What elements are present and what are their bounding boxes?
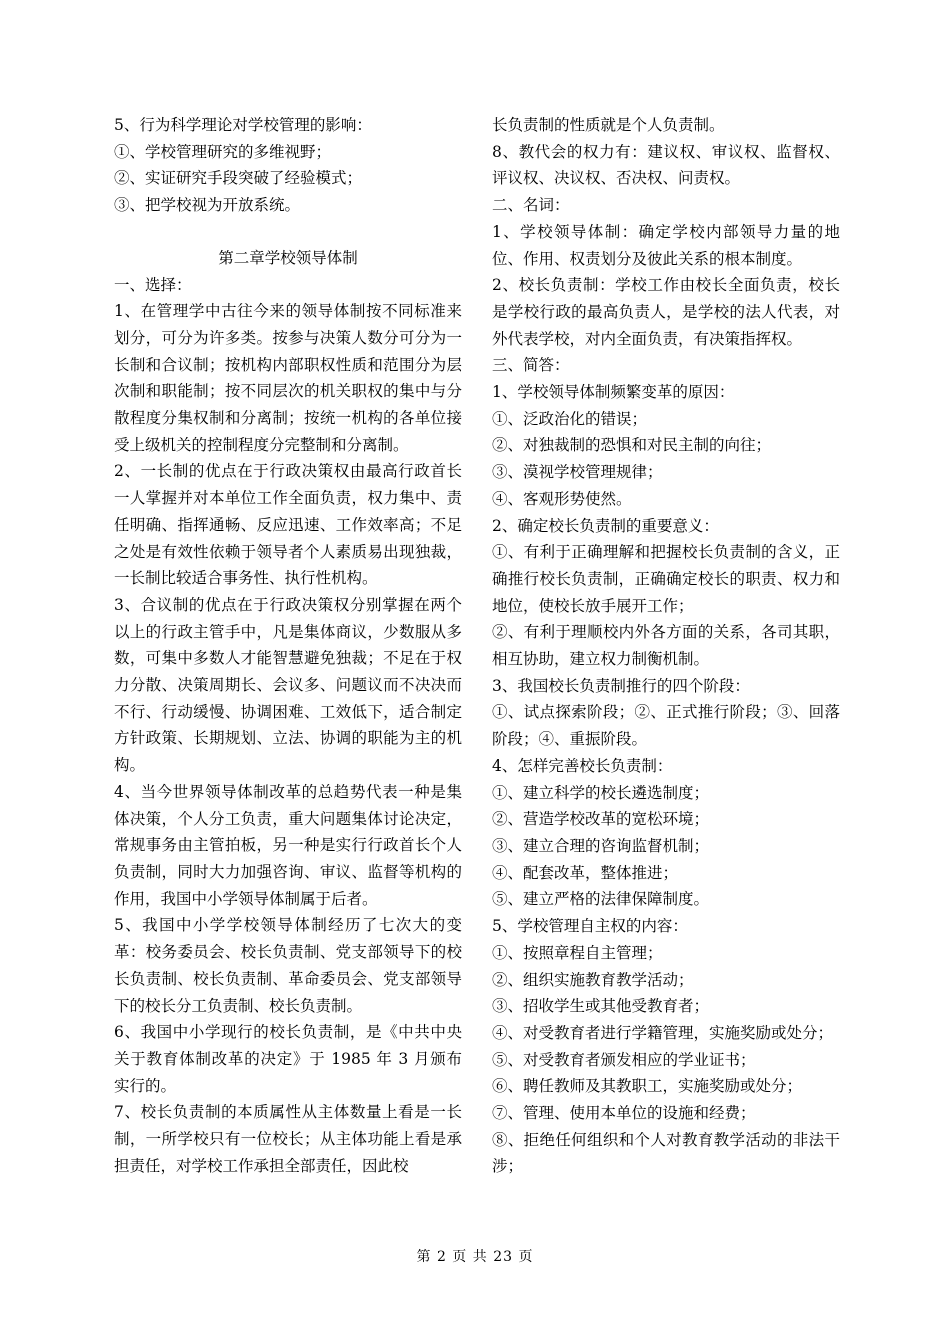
section-heading: 一、选择： — [114, 275, 192, 294]
paragraph: 4、怎样完善校长负责制： — [492, 756, 673, 775]
list-item: ⑤、建立严格的法律保障制度。 — [492, 890, 710, 909]
paragraph: 2、一长制的优点在于行政决策权由最高行政首长一人掌握并对本单位工作全面负责，权力集中、责任明确、指挥通畅、反应迅速、工作效率高；不足之处是有效性依赖于领导者个人素质易出现独裁，一长制比较适合事务性、执行性机构。 — [114, 462, 462, 588]
list-item: ④、配套改革，整体推进； — [492, 863, 679, 882]
paragraph: 2、校长负责制：学校工作由校长全面负责，校长是学校行政的最高负责人，是学校的法人代表，对外代表学校，对内全面负责，有决策指挥权。 — [492, 276, 840, 348]
paragraph: ①、学校管理研究的多维视野； — [114, 142, 332, 161]
list-item: ①、泛政治化的错误； — [492, 409, 648, 428]
list-item: ④、客观形势使然。 — [492, 489, 632, 508]
list-item: ⑤、对受教育者颁发相应的学业证书； — [492, 1050, 756, 1069]
paragraph: 5、行为科学理论对学校管理的影响： — [114, 116, 372, 134]
list-item: ④、对受教育者进行学籍管理，实施奖励或处分； — [492, 1023, 834, 1042]
paragraph: 6、我国中小学现行的校长负责制，是《中共中央关于教育体制改革的决定》于 1985 年 3 月颁布实行的。 — [114, 1023, 462, 1095]
list-item: ⑧、拒绝任何组织和个人对教育教学活动的非法干涉； — [492, 1130, 840, 1176]
paragraph: 5、我国中小学学校领导体制经历了七次大的变革：校务委员会、校长负责制、党支部领导下的校长负责制、校长负责制、革命委员会、党支部领导下的校长分工负责制、校长负责制。 — [114, 916, 462, 1015]
paragraph: 2、确定校长负责制的重要意义： — [492, 516, 719, 535]
paragraph: 1、学校领导体制频繁变革的原因： — [492, 383, 735, 402]
paragraph: 1、在管理学中古往今来的领导体制按不同标准来划分，可分为许多类。按参与决策人数分可分为一长制和合议制；按机构内部职权性质和范围分为层次制和职能制；按不同层次的机关职权的集中与分散程度分集权制和分离制；按统一机构的各单位接受上级机关的控制程度分完整制和分离制。 — [114, 302, 462, 454]
list-item: ②、对独裁制的恐惧和对民主制的向往； — [492, 436, 772, 455]
list-item: ⑦、管理、使用本单位的设施和经费； — [492, 1104, 756, 1123]
list-item: ⑥、聘任教师及其教职工，实施奖励或处分； — [492, 1077, 803, 1096]
paragraph: 4、当今世界领导体制改革的总趋势代表一种是集体决策，个人分工负责，重大问题集体讨论决定，常规事务由主管拍板，另一种是实行行政首长个人负责制，同时大力加强咨询、审议、监督等机构的作用，我国中小学领导体制属于后者。 — [114, 782, 462, 908]
list-item: ①、试点探索阶段；②、正式推行阶段；③、回落阶段；④、重振阶段。 — [492, 703, 840, 749]
list-item: ①、按照章程自主管理； — [492, 943, 663, 962]
right-column — [492, 112, 840, 1180]
list-item: ③、漠视学校管理规律； — [492, 463, 663, 482]
list-item: ②、营造学校改革的宽松环境； — [492, 810, 710, 829]
paragraph: 3、我国校长负责制推行的四个阶段： — [492, 676, 750, 695]
paragraph: 8、教代会的权力有：建议权、审议权、监督权、评议权、决议权、否决权、问责权。 — [492, 142, 840, 188]
paragraph: ②、实证研究手段突破了经验模式； — [114, 169, 363, 188]
left-column — [114, 112, 462, 1179]
chapter-heading: 第二章学校领导体制 — [218, 248, 358, 267]
list-item: ①、建立科学的校长遴选制度； — [492, 783, 710, 802]
section-heading: 二、名词： — [492, 196, 570, 215]
list-item: ①、有利于正确理解和把握校长负责制的含义，正确推行校长负责制，正确确定校长的职责、权力和地位，使校长放手展开工作； — [492, 543, 840, 615]
list-item: ③、建立合理的咨询监督机制； — [492, 836, 710, 855]
list-item: ②、有利于理顺校内外各方面的关系，各司其职，相互协助，建立权力制衡机制。 — [492, 623, 840, 669]
paragraph: 3、合议制的优点在于行政决策权分别掌握在两个以上的行政主管手中，凡是集体商议，少数服从多数，可集中多数人才能智慧避免独裁；不足在于权力分散、决策周期长、会议多、问题议而不决决而不行、行动缓慢、协调困难、工效低下，适合制定方针政策、长期规划、立法、协调的职能为主的机构。 — [114, 595, 462, 775]
list-item: ②、组织实施教育教学活动； — [492, 970, 694, 989]
paragraph: 7、校长负责制的本质属性从主体数量上看是一长制，一所学校只有一位校长；从主体功能上看是承担责任，对学校工作承担全部责任，因此校 — [114, 1103, 462, 1175]
list-item: ③、招收学生或其他受教育者； — [492, 997, 710, 1016]
page-footer: 第 2 页 共 23 页 — [416, 1249, 534, 1265]
paragraph: 1、学校领导体制：确定学校内部领导力量的地位、作用、权责划分及彼此关系的根本制度。 — [492, 222, 840, 268]
section-heading: 三、简答： — [492, 356, 570, 375]
paragraph: 长负责制的性质就是个人负责制。 — [492, 116, 725, 134]
paragraph: ③、把学校视为开放系统。 — [114, 196, 301, 215]
paragraph: 5、学校管理自主权的内容： — [492, 917, 688, 936]
